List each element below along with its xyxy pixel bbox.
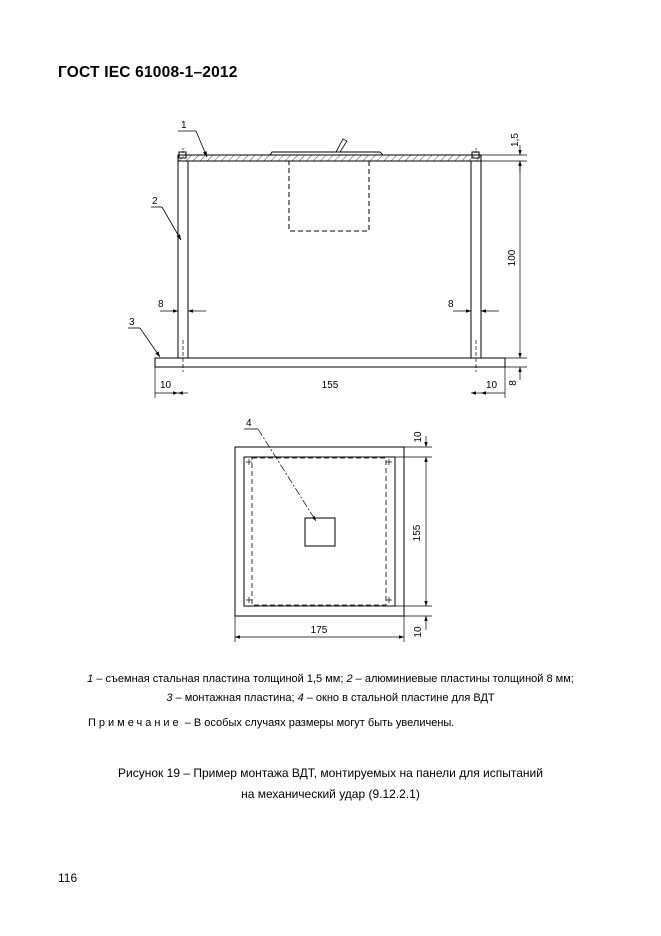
window-outline bbox=[289, 161, 369, 231]
dim-edge-right: 10 bbox=[486, 380, 498, 391]
callout-1: 1 bbox=[181, 120, 187, 131]
dim-width: 155 bbox=[321, 380, 339, 391]
note bbox=[88, 717, 454, 729]
inner-dashed bbox=[252, 458, 386, 605]
dim-top-bottom-edge: 10 bbox=[413, 626, 424, 638]
dim-height: 100 bbox=[507, 249, 518, 267]
page-number: 116 bbox=[58, 871, 78, 885]
callout-4: 4 bbox=[246, 418, 252, 429]
window-square bbox=[305, 518, 335, 546]
left-wall bbox=[178, 161, 188, 358]
dim-top-height: 155 bbox=[412, 524, 423, 542]
standard-title: ГОСТ IEC 61008-1–2012 bbox=[58, 64, 238, 81]
base-plate bbox=[155, 358, 505, 367]
note-text: – В особых случаях размеры могут быть увеличены. bbox=[181, 717, 455, 729]
screw-marks bbox=[246, 459, 392, 603]
callout-3: 3 bbox=[129, 317, 135, 328]
outer-frame bbox=[235, 447, 404, 616]
legend-line-2: 3 – монтажная пластина; 4 – окно в стальной пластине для ВДТ bbox=[166, 692, 495, 704]
callout-2: 2 bbox=[152, 196, 158, 207]
dim-wall-right: 8 bbox=[448, 299, 454, 310]
dim-top-edge: 10 bbox=[413, 431, 424, 443]
dim-base: 8 bbox=[508, 380, 519, 386]
figure-caption-line-1: Рисунок 19 – Пример монтажа ВДТ, монтируемых на панели для испытаний bbox=[118, 766, 543, 780]
inner-frame bbox=[244, 457, 395, 606]
top-steel-plate bbox=[178, 155, 481, 161]
note-label: Примечание bbox=[88, 717, 182, 729]
top-view bbox=[235, 429, 432, 642]
side-view bbox=[128, 131, 527, 398]
figure-caption-line-2: на механический удар (9.12.2.1) bbox=[241, 787, 420, 801]
dim-edge-left: 10 bbox=[160, 380, 172, 391]
legend-line-1: 1 – съемная стальная пластина толщиной 1,5 мм; 2 – алюминиевые пластины толщиной 8 мм; bbox=[87, 673, 574, 685]
dim-wall-left: 8 bbox=[158, 299, 164, 310]
dim-top-width: 175 bbox=[310, 625, 328, 636]
plate-handle bbox=[336, 139, 347, 152]
dim-top-plate: 1,5 bbox=[510, 133, 521, 147]
right-wall bbox=[471, 161, 481, 358]
